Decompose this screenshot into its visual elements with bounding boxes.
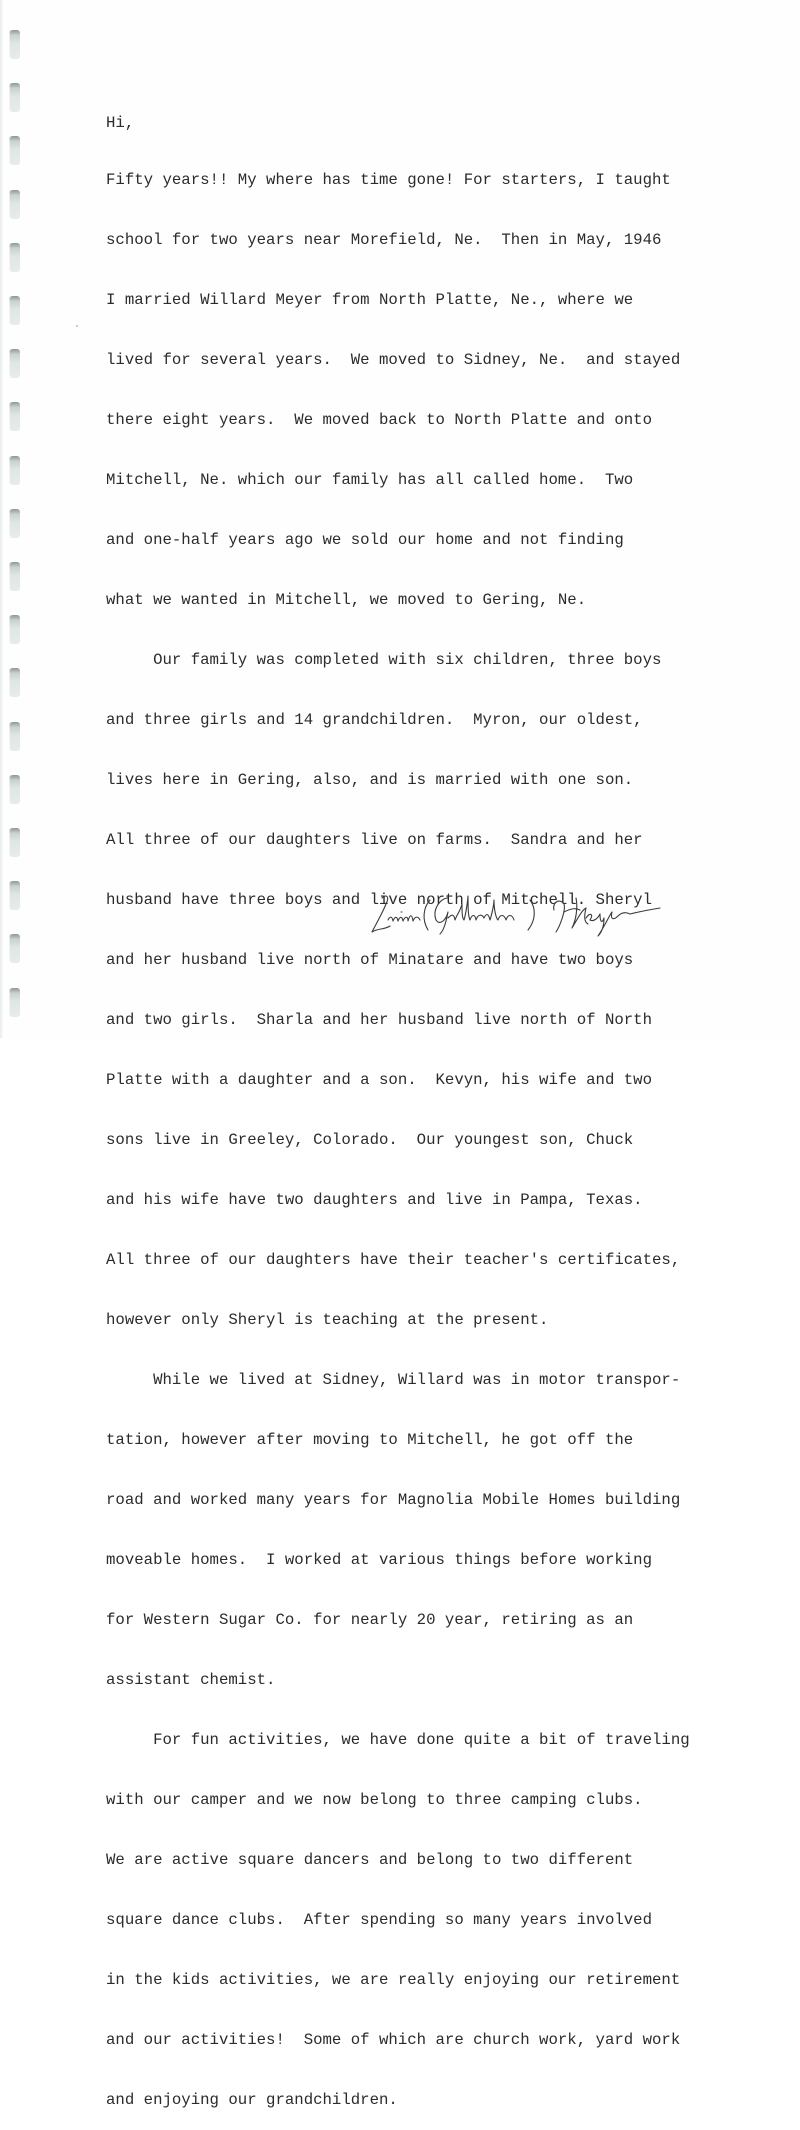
letter-line: I married Willard Meyer from North Platte, Ne., where we xyxy=(106,291,634,309)
letter-line: for Western Sugar Co. for nearly 20 year, retiring as an xyxy=(106,1611,634,1629)
binder-hole xyxy=(9,456,20,485)
letter-line: Platte with a daughter and a son. Kevyn, his wife and two xyxy=(106,1071,653,1089)
letter-body xyxy=(106,79,726,2130)
letter-line: and her husband live north of Minatare and have two boys xyxy=(106,951,634,969)
binder-hole xyxy=(9,881,20,910)
letter-line: husband have three boys and live north of Mitchell. Sheryl xyxy=(106,891,653,909)
letter-line: in the kids activities, we are really enjoying our retirement xyxy=(106,1971,681,1989)
binder-hole xyxy=(9,828,20,857)
letter-line: lived for several years. We moved to Sidney, Ne. and stayed xyxy=(106,351,681,369)
letter-line: Mitchell, Ne. which our family has all called home. Two xyxy=(106,471,634,489)
letter-line: what we wanted in Mitchell, we moved to Gering, Ne. xyxy=(106,591,587,609)
binder-holes xyxy=(0,0,30,1038)
letter-line: assistant chemist. xyxy=(106,1671,276,1689)
letter-line: however only Sheryl is teaching at the present. xyxy=(106,1311,549,1329)
letter-line: with our camper and we now belong to three camping clubs. xyxy=(106,1791,643,1809)
binder-hole xyxy=(9,775,20,804)
binder-hole xyxy=(9,136,20,165)
letter-line: We are active square dancers and belong to two different xyxy=(106,1851,634,1869)
letter-line: and our activities! Some of which are church work, yard work xyxy=(106,2031,681,2049)
letter-line: All three of our daughters live on farms. Sandra and her xyxy=(106,831,643,849)
handwritten-signature xyxy=(368,890,728,940)
signature-scribble-icon xyxy=(368,890,728,940)
binder-hole xyxy=(9,722,20,751)
binder-hole xyxy=(9,509,20,538)
binder-hole xyxy=(9,934,20,963)
letter-line: and his wife have two daughters and live in Pampa, Texas. xyxy=(106,1191,643,1209)
binder-hole xyxy=(9,83,20,112)
letter-line: and two girls. Sharla and her husband live north of North xyxy=(106,1011,653,1029)
letter-line: Fifty years!! My where has time gone! For starters, I taught xyxy=(106,171,671,189)
letter-line: and enjoying our grandchildren. xyxy=(106,2091,398,2109)
binder-hole xyxy=(9,243,20,272)
binder-hole xyxy=(9,562,20,591)
paragraph-start-line: Our family was completed with six children, three boys xyxy=(106,651,662,669)
letter-line: square dance clubs. After spending so many years involved xyxy=(106,1911,653,1929)
paragraph-start-line: While we lived at Sidney, Willard was in motor transpor- xyxy=(106,1371,681,1389)
letter-line: and one-half years ago we sold our home and not finding xyxy=(106,531,624,549)
letter-line: moveable homes. I worked at various things before working xyxy=(106,1551,653,1569)
letter-line: lives here in Gering, also, and is married with one son. xyxy=(106,771,634,789)
binder-hole xyxy=(9,668,20,697)
binder-hole xyxy=(9,402,20,431)
paragraph-start-line: For fun activities, we have done quite a bit of traveling xyxy=(106,1731,690,1749)
binder-hole xyxy=(9,190,20,219)
binder-hole xyxy=(9,296,20,325)
binder-hole xyxy=(9,988,20,1017)
letter-greeting: Hi, xyxy=(106,114,135,132)
binder-hole xyxy=(9,30,20,59)
letter-line: tation, however after moving to Mitchell, he got off the xyxy=(106,1431,634,1449)
letter-line: sons live in Greeley, Colorado. Our youngest son, Chuck xyxy=(106,1131,634,1149)
binder-hole xyxy=(9,615,20,644)
binder-hole xyxy=(9,349,20,378)
paper-speck xyxy=(76,325,78,327)
letter-line: All three of our daughters have their teacher's certificates, xyxy=(106,1251,681,1269)
letter-line: school for two years near Morefield, Ne. Then in May, 1946 xyxy=(106,231,662,249)
letter-line: there eight years. We moved back to North Platte and onto xyxy=(106,411,653,429)
letter-line: and three girls and 14 grandchildren. Myron, our oldest, xyxy=(106,711,643,729)
letter-line: road and worked many years for Magnolia Mobile Homes building xyxy=(106,1491,681,1509)
